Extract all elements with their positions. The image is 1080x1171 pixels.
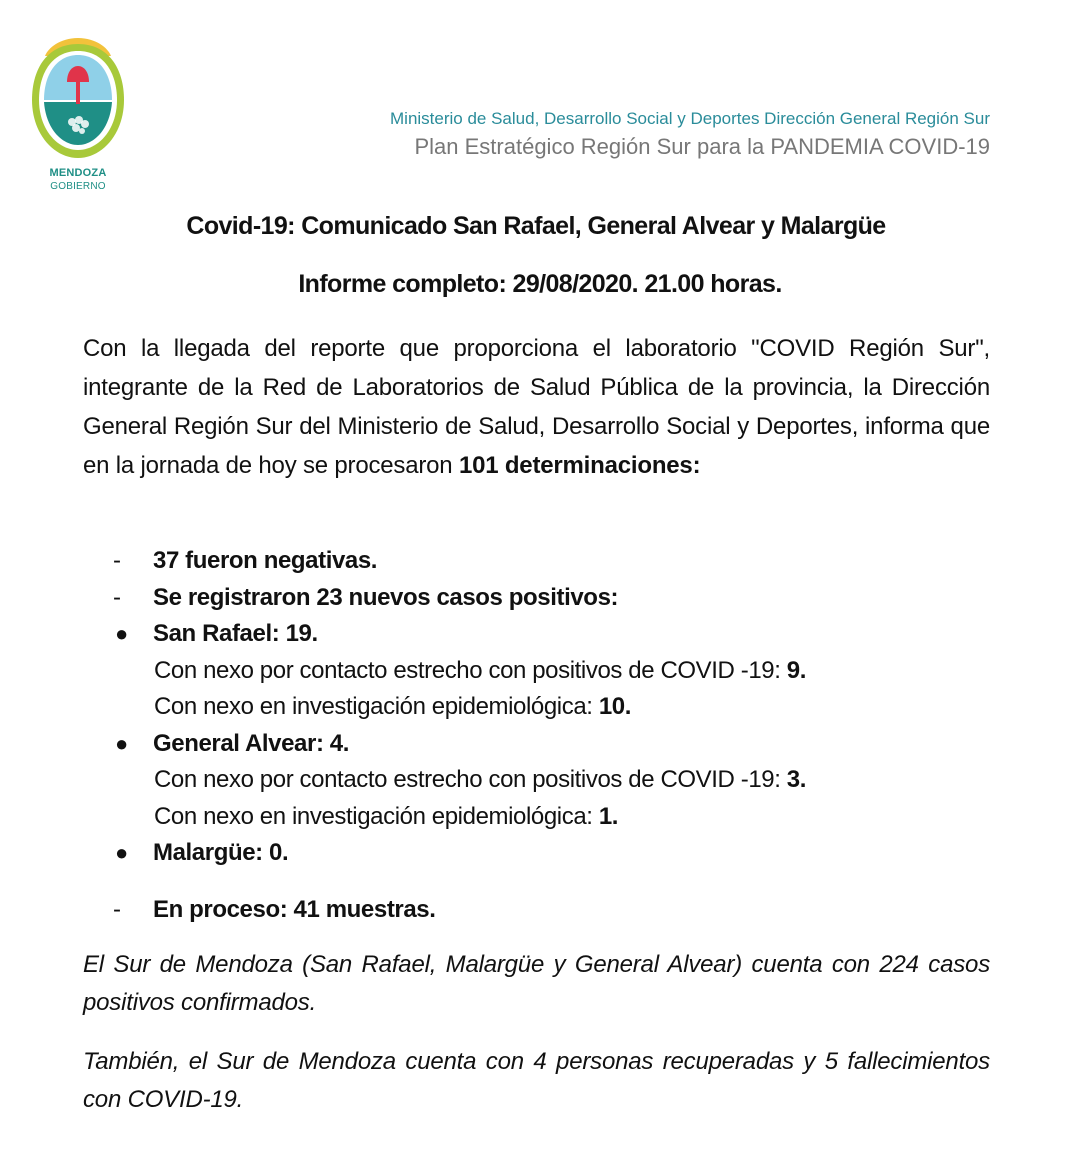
san-rafael-contacto-text: Con nexo por contacto estrecho con positivos de COVID -19: bbox=[154, 656, 787, 684]
intro-paragraph bbox=[83, 329, 990, 485]
list-spacer bbox=[113, 872, 993, 892]
positivos-text: Se registraron 23 nuevos casos positivos: bbox=[153, 583, 619, 611]
report-date-title: Informe completo: 29/08/2020. 21.00 horas. bbox=[298, 270, 782, 298]
general-alvear-investigacion-text: Con nexo en investigación epidemiológica: bbox=[154, 802, 599, 830]
list-item-general-alvear bbox=[113, 726, 993, 763]
list-item-en-proceso bbox=[113, 892, 993, 929]
recovered-deaths-paragraph: También, el Sur de Mendoza cuenta con 4 personas recuperadas y 5 fallecimientos con COVID-19. bbox=[83, 1048, 990, 1113]
logo-text-mendoza: MENDOZA bbox=[49, 167, 107, 179]
bullet-marker: ● bbox=[115, 730, 128, 756]
en-proceso-text: En proceso: 41 muestras. bbox=[153, 895, 436, 923]
dash-marker: - bbox=[113, 895, 121, 923]
list-item-negativas bbox=[113, 543, 993, 580]
list-item-positivos bbox=[113, 580, 993, 617]
logo-text-gobierno: GOBIERNO bbox=[50, 181, 106, 192]
bullet-marker: ● bbox=[115, 621, 128, 646]
general-alvear-label: General Alvear: 4. bbox=[153, 729, 350, 757]
ministry-line: Ministerio de Salud, Desarrollo Social y Deportes Dirección General Región Sur bbox=[390, 109, 990, 128]
general-alvear-contacto-text: Con nexo por contacto estrecho con positivos de COVID -19: bbox=[154, 766, 787, 793]
san-rafael-investigacion-value: 10. bbox=[598, 693, 631, 720]
plan-line: Plan Estratégico Región Sur para la PANDEMIA COVID-19 bbox=[414, 134, 990, 159]
results-list bbox=[113, 543, 993, 928]
intro-text: Con la llegada del reporte que proporciona el laboratorio "COVID Región Sur", integrante de la Red de Laboratorios de Salud Pública de la provincia, la Dirección General Región Sur del Ministerio de Salud, Desarrollo Social y Deportes, informa que en la jornada de hoy se procesaron bbox=[83, 335, 990, 479]
total-cases-paragraph: El Sur de Mendoza (San Rafael, Malargüe y General Alvear) cuenta con 224 casos positivos confirmados. bbox=[83, 951, 990, 1016]
malargue-label: Malargüe: 0. bbox=[153, 839, 289, 866]
negativas-text: 37 fueron negativas. bbox=[153, 547, 378, 574]
dash-marker: - bbox=[113, 547, 121, 574]
general-alvear-investigacion-value: 1. bbox=[598, 802, 619, 830]
bullet-marker: ● bbox=[115, 840, 128, 865]
san-rafael-investigacion-text: Con nexo en investigación epidemiológica: bbox=[154, 693, 599, 720]
dash-marker: - bbox=[113, 583, 121, 611]
general-alvear-investigacion-row bbox=[113, 799, 993, 836]
document-header bbox=[230, 107, 990, 161]
general-alvear-contacto-value: 3. bbox=[786, 766, 806, 793]
document-title: Covid-19: Comunicado San Rafael, General Alvear y Malargüe bbox=[186, 212, 886, 240]
mendoza-shield-icon bbox=[26, 34, 130, 164]
intro-determinaciones: 101 determinaciones: bbox=[458, 452, 701, 479]
san-rafael-contacto-row bbox=[113, 653, 993, 690]
san-rafael-label: San Rafael: 19. bbox=[153, 620, 318, 647]
san-rafael-contacto-value: 9. bbox=[786, 656, 806, 684]
list-item-san-rafael bbox=[113, 616, 993, 653]
general-alvear-contacto-row bbox=[113, 762, 993, 799]
list-item-malargue bbox=[113, 835, 993, 872]
mendoza-gobierno-logo bbox=[26, 34, 130, 204]
san-rafael-investigacion-row bbox=[113, 689, 993, 726]
